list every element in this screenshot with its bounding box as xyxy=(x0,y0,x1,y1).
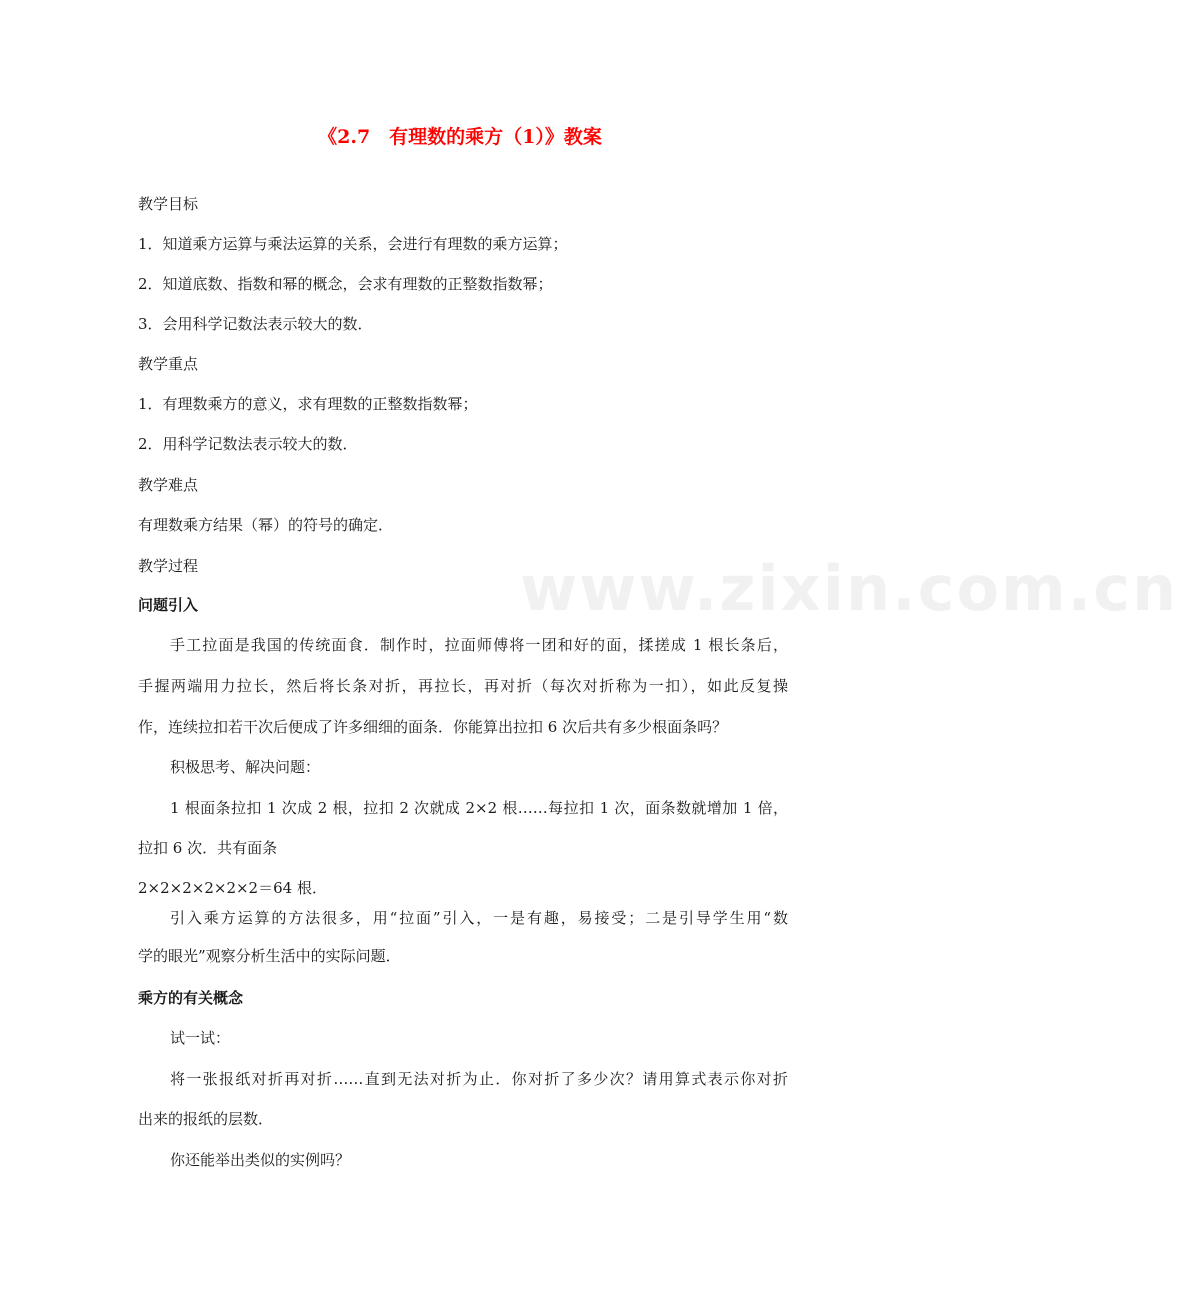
similar-examples-question: 你还能举出类似的实例吗？ xyxy=(170,1151,351,1169)
try-it-prompt: 试一试： xyxy=(170,1029,231,1047)
equation: 2×2×2×2×2×2＝64 根． xyxy=(138,879,327,897)
key-point-item-1: 1．有理数乘方的意义，求有理数的正整数指数幂； xyxy=(138,395,478,413)
solution-paragraph-line-1: 1 根面条拉扣 1 次成 2 根，拉扣 2 次就成 2×2 根……每拉扣 1 次，面条数就增加 1 倍， xyxy=(170,799,788,817)
fold-paragraph-line-2: 出来的报纸的层数． xyxy=(138,1110,274,1128)
think-prompt: 积极思考、解决问题： xyxy=(170,758,321,776)
objective-item-1: 1．知道乘方运算与乘法运算的关系，会进行有理数的乘方运算； xyxy=(138,235,568,253)
intro-paragraph-line-2: 手握两端用力拉长，然后将长条对折，再拉长，再对折（每次对折称为一扣），如此反复操 xyxy=(138,677,788,695)
objectives-heading: 教学目标 xyxy=(138,195,199,213)
objective-item-3: 3．会用科学记数法表示较大的数． xyxy=(138,315,373,333)
solution-paragraph-line-2: 拉扣 6 次．共有面条 xyxy=(138,839,278,857)
difficulty-text: 有理数乘方结果（幂）的符号的确定． xyxy=(138,516,394,534)
key-point-item-2: 2．用科学记数法表示较大的数． xyxy=(138,435,358,453)
difficulty-heading: 教学难点 xyxy=(138,476,199,494)
intro-paragraph-line-1: 手工拉面是我国的传统面食．制作时，拉面师傅将一团和好的面，揉搓成 1 根长条后， xyxy=(170,636,788,654)
intro-heading: 问题引入 xyxy=(138,596,199,614)
concept-heading: 乘方的有关概念 xyxy=(138,989,244,1007)
fold-paragraph-line-1: 将一张报纸对折再对折……直到无法对折为止．你对折了多少次？请用算式表示你对折 xyxy=(170,1070,788,1088)
document-title: 《2.7 有理数的乘方（1）》教案 xyxy=(318,126,602,148)
comment-paragraph-line-1: 引入乘方运算的方法很多，用“拉面”引入，一是有趣，易接受；二是引导学生用“数 xyxy=(170,909,788,927)
watermark: www.zixin.com.cn xyxy=(520,552,1178,625)
key-points-heading: 教学重点 xyxy=(138,355,199,373)
objective-item-2: 2．知道底数、指数和幂的概念，会求有理数的正整数指数幂； xyxy=(138,275,553,293)
process-heading: 教学过程 xyxy=(138,557,199,575)
comment-paragraph-line-2: 学的眼光”观察分析生活中的实际问题． xyxy=(138,947,401,965)
intro-paragraph-line-3: 作，连续拉扣若干次后便成了许多细细的面条．你能算出拉扣 6 次后共有多少根面条吗？ xyxy=(138,718,728,736)
